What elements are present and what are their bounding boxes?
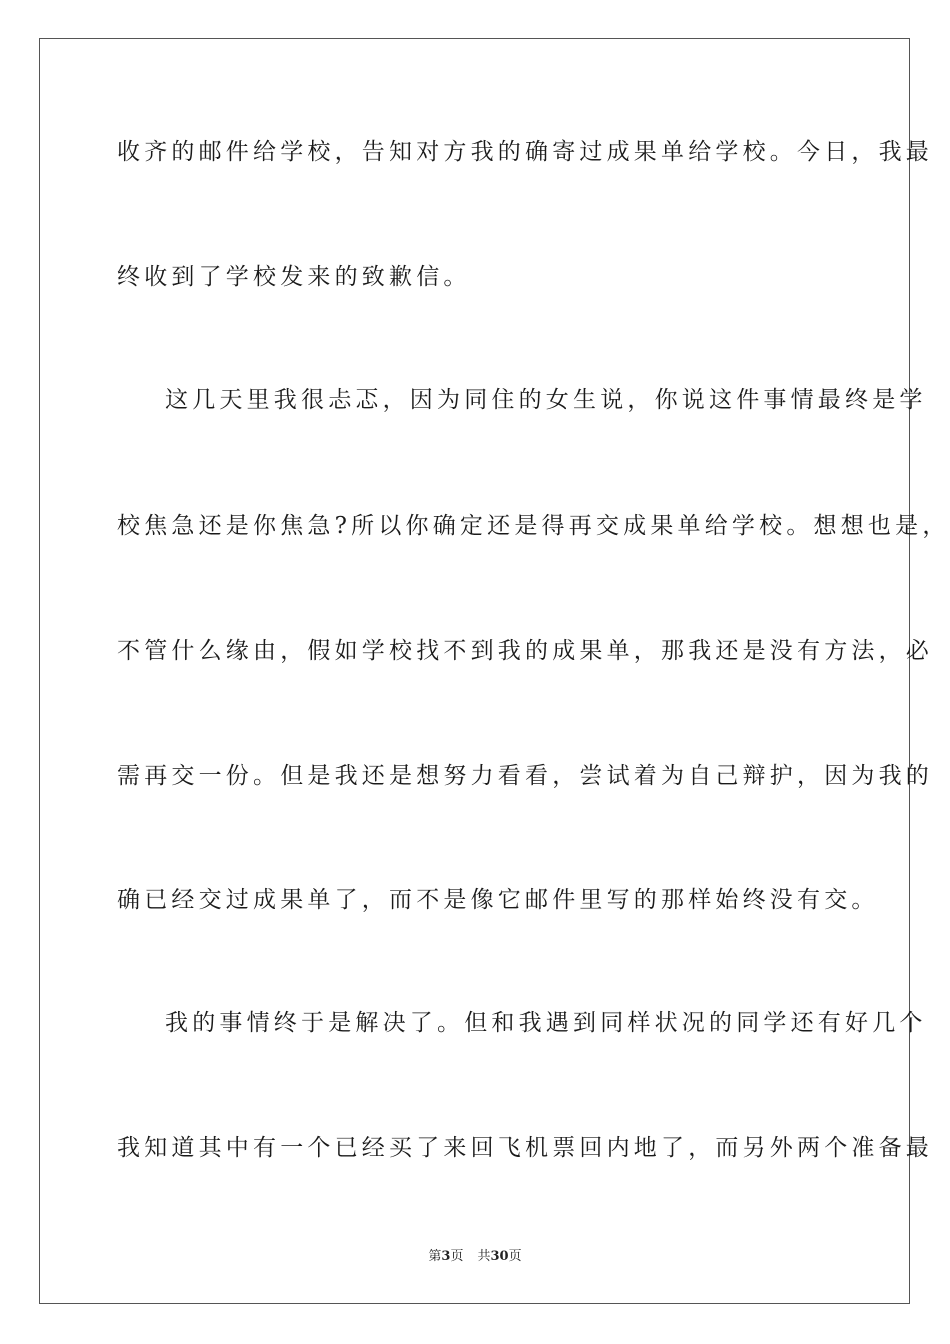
footer-total-prefix: 共 — [477, 1249, 491, 1264]
text-line-7: 确已经交过成果单了，而不是像它邮件里写的那样始终没有交。 — [117, 887, 879, 913]
text-line-4: 校焦急还是你焦急?所以你确定还是得再交成果单给学校。想想也是， — [117, 513, 950, 539]
text-line-8: 我的事情终于是解决了。但和我遇到同样状况的同学还有好几个 — [165, 1010, 927, 1036]
text-line-1: 收齐的邮件给学校，告知对方我的确寄过成果单给学校。今日，我最 — [117, 139, 933, 165]
text-line-3: 这几天里我很忐忑，因为同住的女生说，你说这件事情最终是学 — [165, 387, 927, 413]
text-line-6: 需再交一份。但是我还是想努力看看，尝试着为自己辩护，因为我的 — [117, 763, 933, 789]
footer-page-suffix: 页 — [450, 1249, 464, 1264]
page-border — [39, 38, 910, 1304]
footer-total-pages: 30 — [490, 1249, 509, 1264]
footer-total-suffix: 页 — [508, 1249, 522, 1264]
text-line-9: 我知道其中有一个已经买了来回飞机票回内地了，而另外两个准备最 — [117, 1135, 933, 1161]
text-line-5: 不管什么缘由，假如学校找不到我的成果单，那我还是没有方法，必 — [117, 638, 933, 664]
page-footer — [0, 1248, 950, 1266]
footer-page-prefix: 第 — [428, 1249, 442, 1264]
footer-page-number: 3 — [441, 1249, 451, 1264]
text-line-2: 终收到了学校发来的致歉信。 — [117, 264, 471, 290]
